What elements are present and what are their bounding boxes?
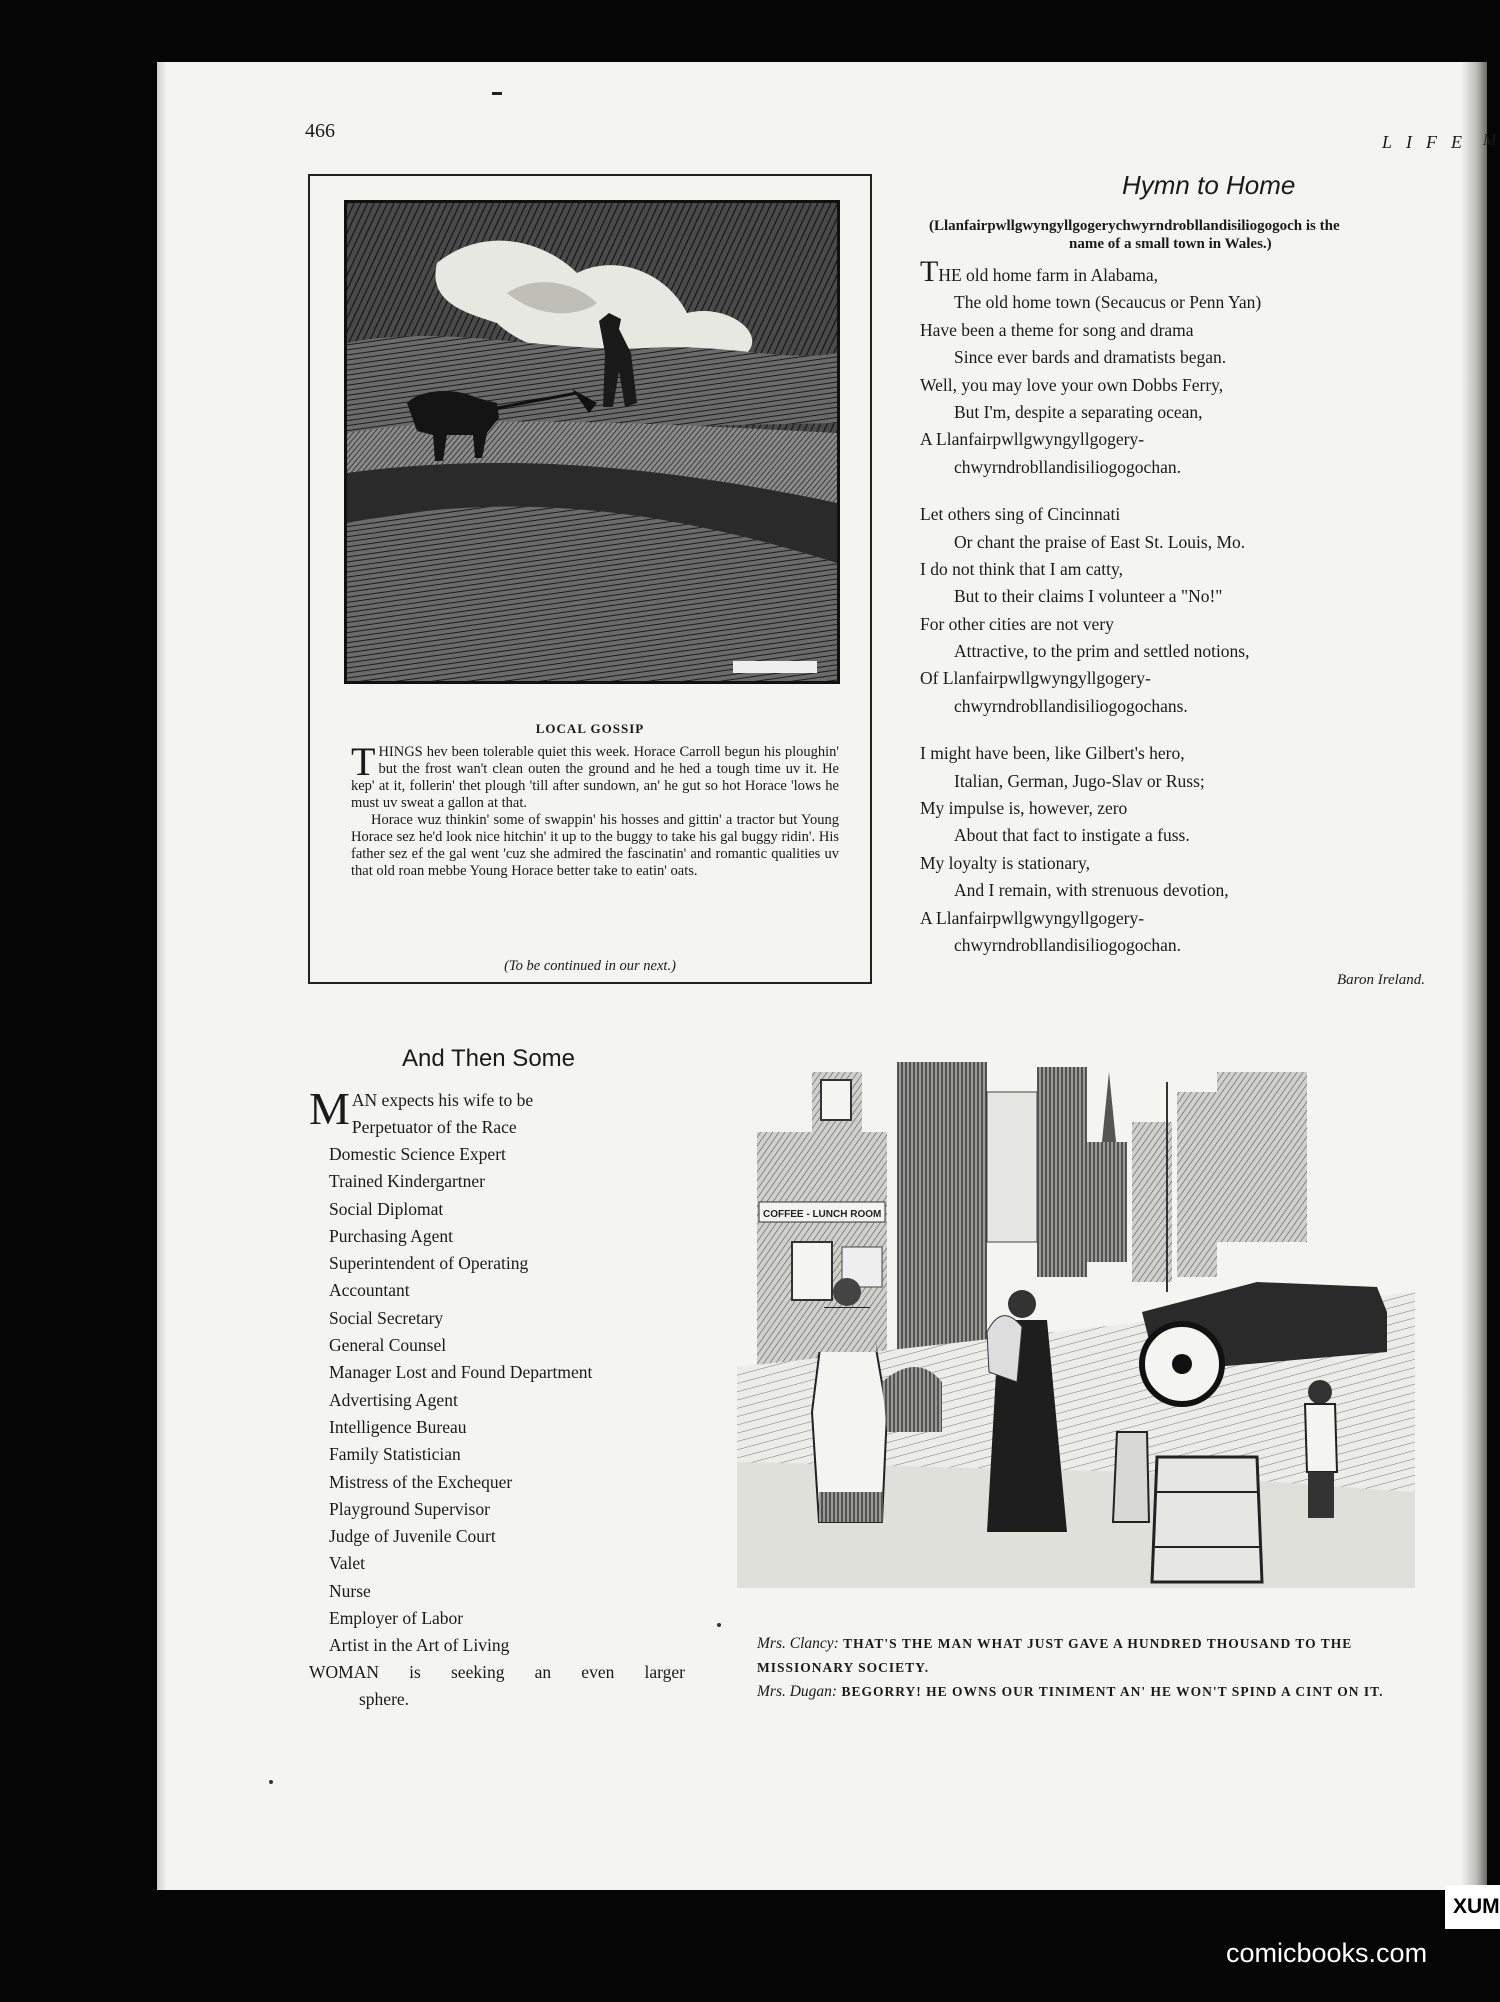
caption-line-1	[757, 1632, 1417, 1680]
ending-line-2: sphere.	[359, 1689, 410, 1709]
cartoon-caption	[757, 1632, 1417, 1704]
caption-clancy-text: THAT'S THE MAN WHAT JUST GAVE A HUNDRED THOUSAND TO THE MISSIONARY SOCIETY.	[757, 1636, 1353, 1675]
poem-line: A Llanfairpwllgwyngyllgogery-	[920, 907, 1145, 928]
poem-line: Of Llanfairpwllgwyngyllgogery-	[920, 668, 1151, 689]
poem-line: But I'm, despite a separating ocean,	[954, 401, 1203, 422]
page-edge-shadow	[157, 62, 167, 1890]
print-dot	[717, 1623, 721, 1627]
and-then-some-title: And Then Some	[402, 1045, 576, 1072]
list-item: Accountant	[329, 1280, 410, 1301]
hymn-note-line-1: (Llanfairpwllgwyngyllgogerychwyrndrobllandisiliogogoch is the	[929, 218, 1340, 234]
ploughman-illustration	[344, 200, 840, 684]
list-item: Manager Lost and Found Department	[329, 1362, 593, 1383]
poem-line: But to their claims I volunteer a "No!"	[954, 586, 1223, 607]
page-number: 466	[305, 120, 335, 142]
ending-line-1: WOMAN is seeking an even larger	[309, 1662, 685, 1682]
poem-line: I do not think that I am catty,	[920, 558, 1123, 579]
intro-line-1: AN expects his wife to be	[351, 1090, 534, 1110]
poem-line: And I remain, with strenuous devotion,	[954, 880, 1229, 901]
poem-line: My impulse is, however, zero	[920, 798, 1128, 819]
poem-line: Let others sing of Cincinnati	[920, 504, 1121, 525]
site-badge: XUM	[1445, 1885, 1500, 1929]
coffee-sign: COFFEE - LUNCH ROOM	[763, 1209, 882, 1220]
poem-line: chwyrndrobllandisiliogogochan.	[954, 934, 1181, 955]
poem-line: Attractive, to the prim and settled notions,	[954, 641, 1250, 662]
and-then-some-ending	[309, 1659, 685, 1713]
list-item: Trained Kindergartner	[329, 1171, 486, 1192]
poem-line: Have been a theme for song and drama	[920, 319, 1194, 340]
gossip-continued: (To be continued in our next.)	[504, 958, 676, 974]
list-item: General Counsel	[329, 1335, 447, 1356]
speaker-clancy: Mrs. Clancy:	[757, 1635, 839, 1652]
list-item: Judge of Juvenile Court	[329, 1526, 496, 1547]
dropcap-m: M	[309, 1083, 350, 1134]
gossip-paragraph-1: HINGS hev been tolerable quiet this week. Horace Carroll begun his ploughin' but the frost wan't clean outen the ground and he hed a tough time uv it. He kep' at it, follerin' thet plough 'till after sundown, an' he gut so hot Horace 'lows he must uv sweat a gallon at that.	[351, 744, 839, 811]
poem-line: About that fact to instigate a fuss.	[954, 825, 1190, 846]
hymn-note-line-2: name of a small town in Wales.)	[1069, 236, 1272, 252]
poem-line: A Llanfairpwllgwyngyllgogery-	[920, 429, 1145, 450]
list-item: Social Secretary	[329, 1307, 444, 1328]
speaker-dugan: Mrs. Dugan:	[757, 1683, 838, 1700]
hymn-author: Baron Ireland.	[1337, 972, 1426, 988]
print-dot	[269, 1780, 273, 1784]
poem-line: chwyrndrobllandisiliogogochan.	[954, 456, 1181, 477]
poem-line: I might have been, like Gilbert's hero,	[920, 743, 1185, 764]
list-item: Social Diplomat	[329, 1198, 444, 1219]
hymn-title: Hymn to Home	[1122, 170, 1296, 200]
poem-line: Or chant the praise of East St. Louis, Mo.	[954, 531, 1246, 552]
list-item: Family Statistician	[329, 1444, 461, 1465]
caption-line-2	[757, 1680, 1417, 1704]
and-then-some-intro	[309, 1083, 649, 1141]
gossip-paragraph-2: Horace wuz thinkin' some of swappin' his hosses and gittin' a tractor but Young Horace sez he'd look nice hitchin' it up to the buggy to take his gal buggy ridin'. His father sez ef the gal went 'cuz she admired the fascinatin' and romantic qualities uv that old roan mebbe Young Horace better take to eatin' oats.	[351, 812, 839, 879]
dropcap-t: T	[351, 739, 376, 784]
street-cartoon	[737, 1052, 1415, 1588]
list-item: Mistress of the Exchequer	[329, 1471, 513, 1492]
poem-line: My loyalty is stationary,	[920, 852, 1090, 873]
running-head-edge: M	[1483, 132, 1497, 149]
page-curl	[1461, 62, 1487, 1890]
list-item: Valet	[329, 1553, 365, 1574]
list-item: Employer of Labor	[329, 1608, 464, 1629]
local-gossip-body	[351, 739, 839, 880]
list-item: Advertising Agent	[329, 1389, 458, 1410]
running-head: LIFE	[1382, 132, 1476, 152]
magazine-page	[157, 62, 1497, 1890]
list-item: Domestic Science Expert	[329, 1144, 506, 1164]
intro-line-2: Perpetuator of the Race	[351, 1117, 517, 1138]
list-item: Superintendent of Operating	[329, 1253, 529, 1274]
poem-line: Well, you may love your own Dobbs Ferry,	[920, 374, 1224, 395]
list-item: Nurse	[329, 1580, 371, 1601]
list-item: Purchasing Agent	[329, 1225, 453, 1246]
list-item: Playground Supervisor	[329, 1498, 490, 1519]
poem-line: THE old home farm in Alabama,	[920, 255, 1158, 288]
poem-line: chwyrndrobllandisiliogogochans.	[954, 695, 1188, 716]
poem-line: For other cities are not very	[920, 613, 1114, 634]
list-item: Artist in the Art of Living	[329, 1635, 510, 1656]
hymn-note	[929, 217, 1489, 253]
poem-line: The old home town (Secaucus or Penn Yan)	[954, 292, 1262, 313]
roles-list	[329, 1141, 592, 1660]
local-gossip-box	[308, 174, 872, 984]
poem-line: Since ever bards and dramatists began.	[954, 347, 1227, 368]
site-watermark: comicbooks.com	[1226, 1938, 1428, 1968]
poem-line: Italian, German, Jugo-Slav or Russ;	[954, 770, 1205, 791]
hymn-poem	[920, 255, 1400, 959]
print-mark	[492, 92, 502, 95]
list-item: Intelligence Bureau	[329, 1416, 467, 1437]
local-gossip-title: LOCAL GOSSIP	[535, 721, 645, 736]
caption-dugan-text: BEGORRY! HE OWNS OUR TINIMENT AN' HE WON'T SPIND A CINT ON IT.	[841, 1684, 1384, 1699]
